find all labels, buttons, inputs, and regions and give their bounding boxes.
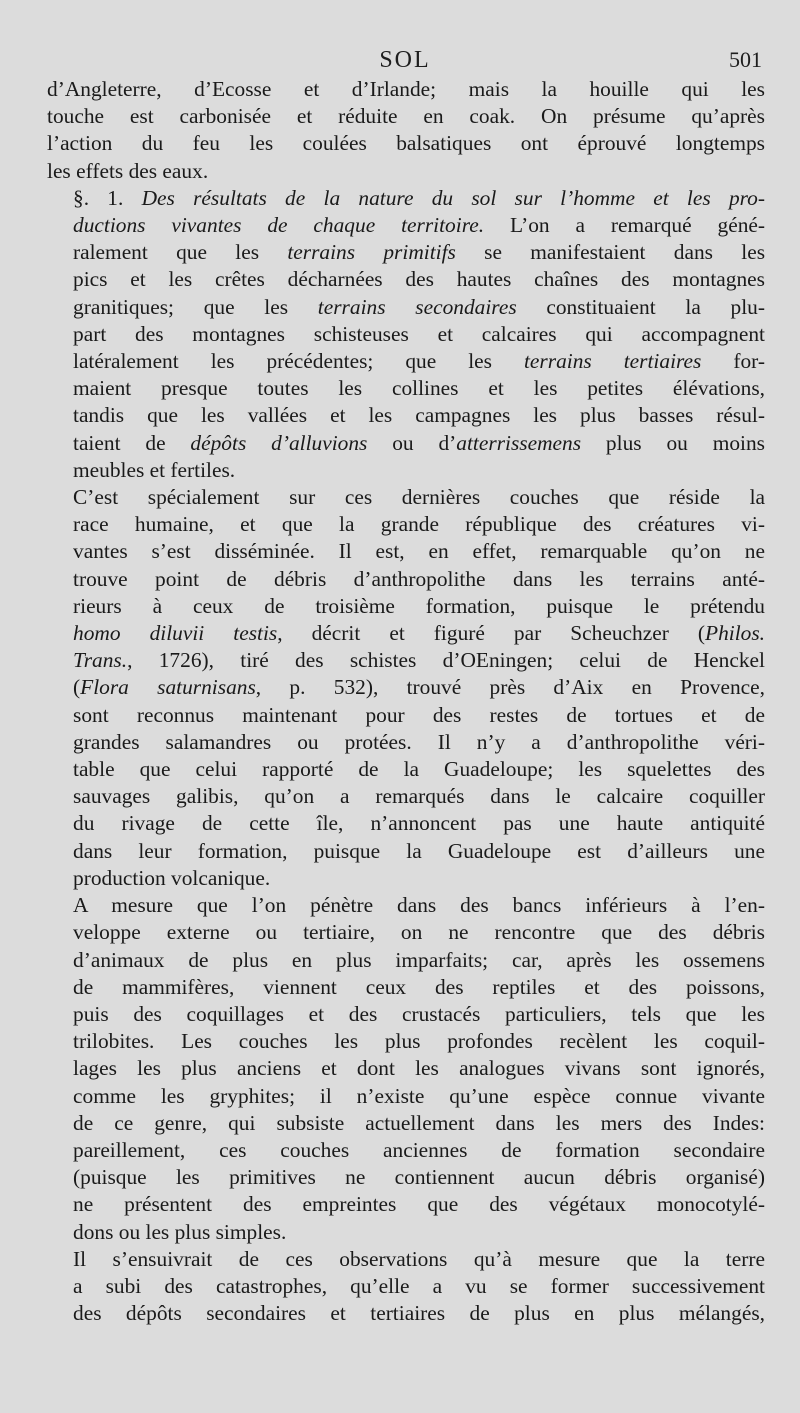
text-line: l’action du feu les coulées balsatiques ont éprouvé longtemps xyxy=(47,131,765,156)
text-line: grandes salamandres ou protées. Il n’y a d’anthropolithe véri- xyxy=(73,729,765,754)
text-line: (puisque les primitives ne contiennent aucun débris organisé) xyxy=(73,1165,765,1190)
italic-text: Trans. xyxy=(73,648,128,673)
text-line: ductions vivantes de chaque territoire. L’on a remarqué géné- xyxy=(73,213,766,238)
text-line: touche est carbonisée et réduite en coak. On présume qu’après xyxy=(47,104,765,129)
page-number: 501 xyxy=(729,47,762,72)
text-line: part des montagnes schisteuses et calcaires qui accompagnent xyxy=(73,321,765,346)
italic-text: terrains tertiaires xyxy=(523,349,702,374)
italic-text: dépôts d’alluvions xyxy=(190,430,368,455)
text-line: des dépôts secondaires et tertiaires de plus en plus mélangés, xyxy=(73,1301,765,1326)
text-line: C’est spécialement sur ces dernières couches que réside la xyxy=(73,485,765,510)
text-line: dans leur formation, puisque la Guadeloupe est d’ailleurs une xyxy=(73,838,765,863)
paragraph xyxy=(47,76,765,185)
text-line: taient de dépôts d’alluvions ou d’atterrissemens plus ou moins xyxy=(73,430,765,455)
text-line: trilobites. Les couches les plus profondes recèlent les coquil- xyxy=(73,1029,765,1054)
text-line: §. 1. Des résultats de la nature du sol sur l’homme et les pro- xyxy=(73,185,765,210)
paragraph xyxy=(47,1246,765,1328)
italic-text: Flora saturnisans xyxy=(80,675,256,700)
text-line: vantes s’est disséminée. Il est, en effet, remarquable qu’on ne xyxy=(73,539,765,564)
text-line: d’animaux de plus en plus imparfaits; car, après les ossemens xyxy=(73,947,765,972)
text-line: latéralement les précédentes; que les terrains tertiaires for- xyxy=(73,349,765,374)
text-line: lages les plus anciens et dont les analogues vivans sont ignorés, xyxy=(73,1056,765,1081)
text-line: granitiques; que les terrains secondaires constituaient la plu- xyxy=(73,294,766,319)
text-line: (Flora saturnisans, p. 532), trouvé près d’Aix en Provence, xyxy=(73,675,765,700)
italic-text: Des résultats de la nature du sol sur l’homme et les pro- xyxy=(141,185,765,210)
text-line: du rivage de cette île, n’annoncent pas une haute antiquité xyxy=(73,811,765,836)
text-line: meubles et fertiles. xyxy=(73,457,236,482)
text-line: A mesure que l’on pénètre dans des bancs inférieurs à l’en- xyxy=(73,893,765,918)
text-line: race humaine, et que la grande république des créatures vi- xyxy=(73,512,765,537)
paragraph xyxy=(47,185,765,484)
text-line: table que celui rapporté de la Guadeloupe; les squelettes des xyxy=(73,757,765,782)
running-title: SOL xyxy=(379,47,431,73)
text-line: rieurs à ceux de troisième formation, puisque le prétendu xyxy=(73,593,765,618)
text-line: pics et les crêtes décharnées des hautes chaînes des montagnes xyxy=(73,267,765,292)
text-line: tandis que les vallées et les campagnes les plus basses résul- xyxy=(73,403,765,428)
italic-text: homo diluvii testis xyxy=(73,621,278,646)
text-line: puis des coquillages et des crustacés particuliers, tels que les xyxy=(73,1001,765,1026)
text-line: Il s’ensuivrait de ces observations qu’à mesure que la terre xyxy=(73,1246,765,1271)
text-line: d’Angleterre, d’Ecosse et d’Irlande; mais la houille qui les xyxy=(47,77,765,101)
text-line: ne présentent des empreintes que des végétaux monocotylé- xyxy=(73,1192,765,1217)
text-line: de ce genre, qui subsiste actuellement dans les mers des Indes: xyxy=(73,1110,765,1135)
text-line: comme les gryphites; il n’existe qu’une espèce connue vivante xyxy=(73,1083,765,1108)
text-line: Trans., 1726), tiré des schistes d’OEningen; celui de Henckel xyxy=(73,648,765,673)
italic-text: terrains secondaires xyxy=(317,294,517,319)
text-line: pareillement, ces couches anciennes de formation secondaire xyxy=(73,1137,765,1162)
paragraph xyxy=(47,484,765,892)
text-line: de mammifères, viennent ceux des reptiles et des poissons, xyxy=(73,974,765,999)
body-text xyxy=(47,76,765,1327)
italic-text: Philos. xyxy=(705,621,766,646)
text-line: ralement que les terrains primitifs se manifestaient dans les xyxy=(73,240,766,265)
text-line: dons ou les plus simples. xyxy=(73,1219,287,1244)
text-line: homo diluvii testis, décrit et figuré par Scheuchzer (Philos. xyxy=(73,621,766,646)
text-line: maient presque toutes les collines et les petites élévations, xyxy=(73,376,765,401)
text-line: production volcanique. xyxy=(73,865,271,890)
text-line: les effets des eaux. xyxy=(47,158,209,183)
italic-text: terrains primitifs xyxy=(287,240,456,265)
text-line: sont reconnus maintenant pour des restes de tortues et de xyxy=(73,702,765,727)
italic-text: ductions vivantes de chaque territoire. xyxy=(73,213,485,238)
text-line: sauvages galibis, qu’on a remarqués dans le calcaire coquiller xyxy=(73,784,765,809)
text-line: a subi des catastrophes, qu’elle a vu se former successivement xyxy=(73,1273,765,1298)
text-line: trouve point de débris d’anthropolithe dans les terrains anté- xyxy=(73,566,765,591)
text-line: veloppe externe ou tertiaire, on ne rencontre que des débris xyxy=(73,920,765,945)
paragraph xyxy=(47,892,765,1246)
italic-text: atterrissemens xyxy=(456,430,582,455)
